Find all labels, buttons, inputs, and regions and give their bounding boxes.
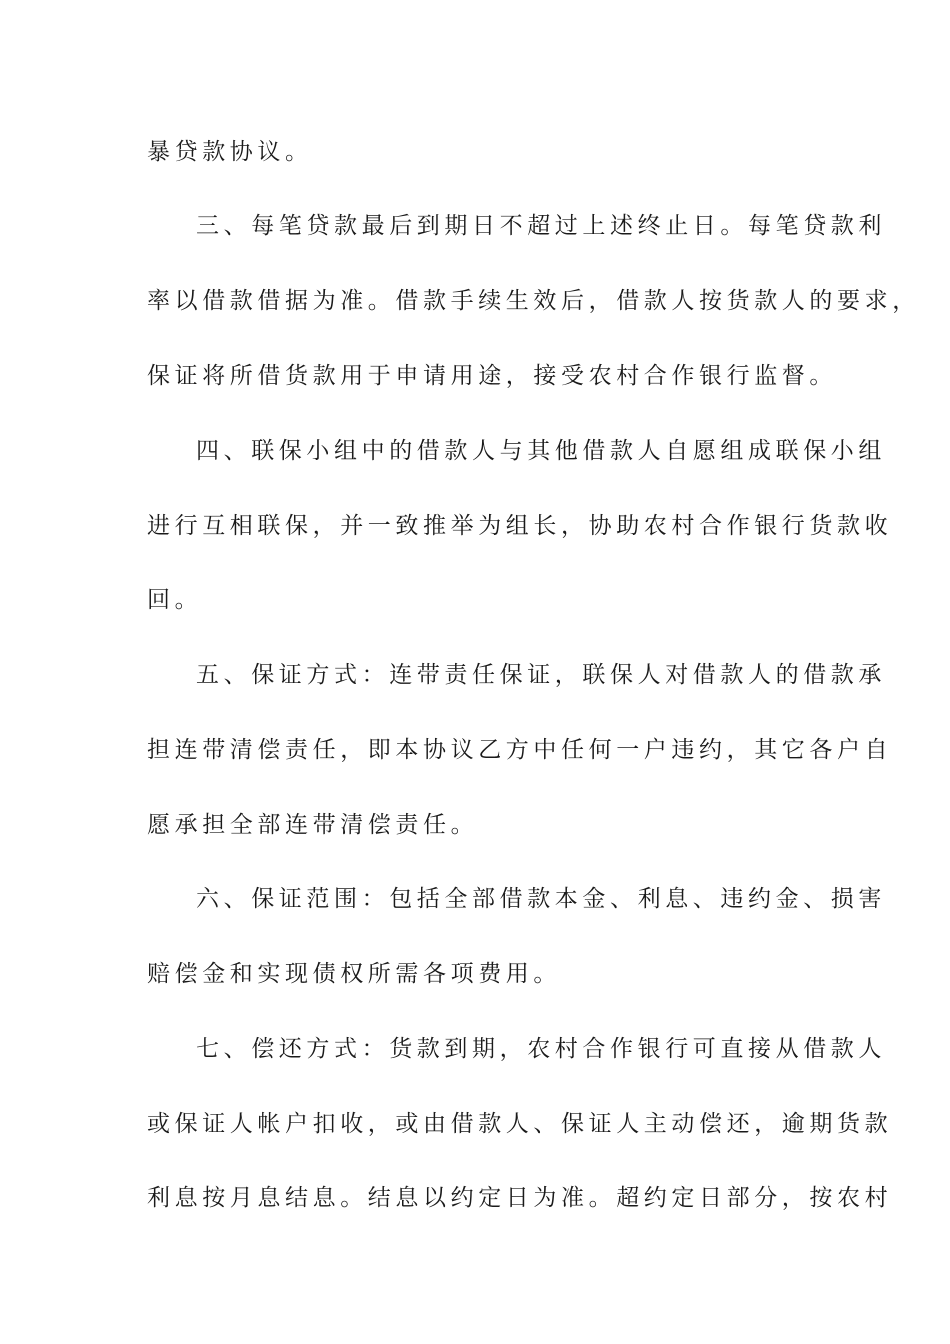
text-line-1: 暴贷款协议。 [147, 139, 313, 165]
clause-3-line-3: 保证将所借货款用于申请用途，接受农村合作银行监督。 [147, 363, 837, 389]
clause-7-line-2: 或保证人帐户扣收，或由借款人、保证人主动偿还，逾期货款 [147, 1111, 893, 1137]
clause-5-line-2: 担连带清偿责任，即本协议乙方中任何一户违约，其它各户自 [147, 737, 893, 763]
clause-3-line-1: 三、每笔贷款最后到期日不超过上述终止日。每笔贷款利 [196, 213, 886, 239]
clause-6-line-1: 六、保证范围：包括全部借款本金、利息、违约金、损害 [196, 886, 886, 912]
clause-4-line-3: 回。 [147, 587, 203, 613]
clause-6-line-2: 赔偿金和实现债权所需各项费用。 [147, 961, 561, 987]
clause-7-line-1: 七、偿还方式：货款到期，农村合作银行可直接从借款人 [196, 1036, 886, 1062]
clause-4-line-2: 进行互相联保，并一致推举为组长，协助农村合作银行货款收 [147, 513, 893, 539]
clause-5-line-1: 五、保证方式：连带责任保证，联保人对借款人的借款承 [196, 662, 886, 688]
clause-3-line-2: 率以借款借据为准。借款手续生效后，借款人按货款人的要求， [147, 288, 920, 314]
clause-4-line-1: 四、联保小组中的借款人与其他借款人自愿组成联保小组 [196, 438, 886, 464]
clause-5-line-3: 愿承担全部连带清偿责任。 [147, 812, 479, 838]
clause-7-line-3: 利息按月息结息。结息以约定日为准。超约定日部分，按农村 [147, 1185, 893, 1211]
